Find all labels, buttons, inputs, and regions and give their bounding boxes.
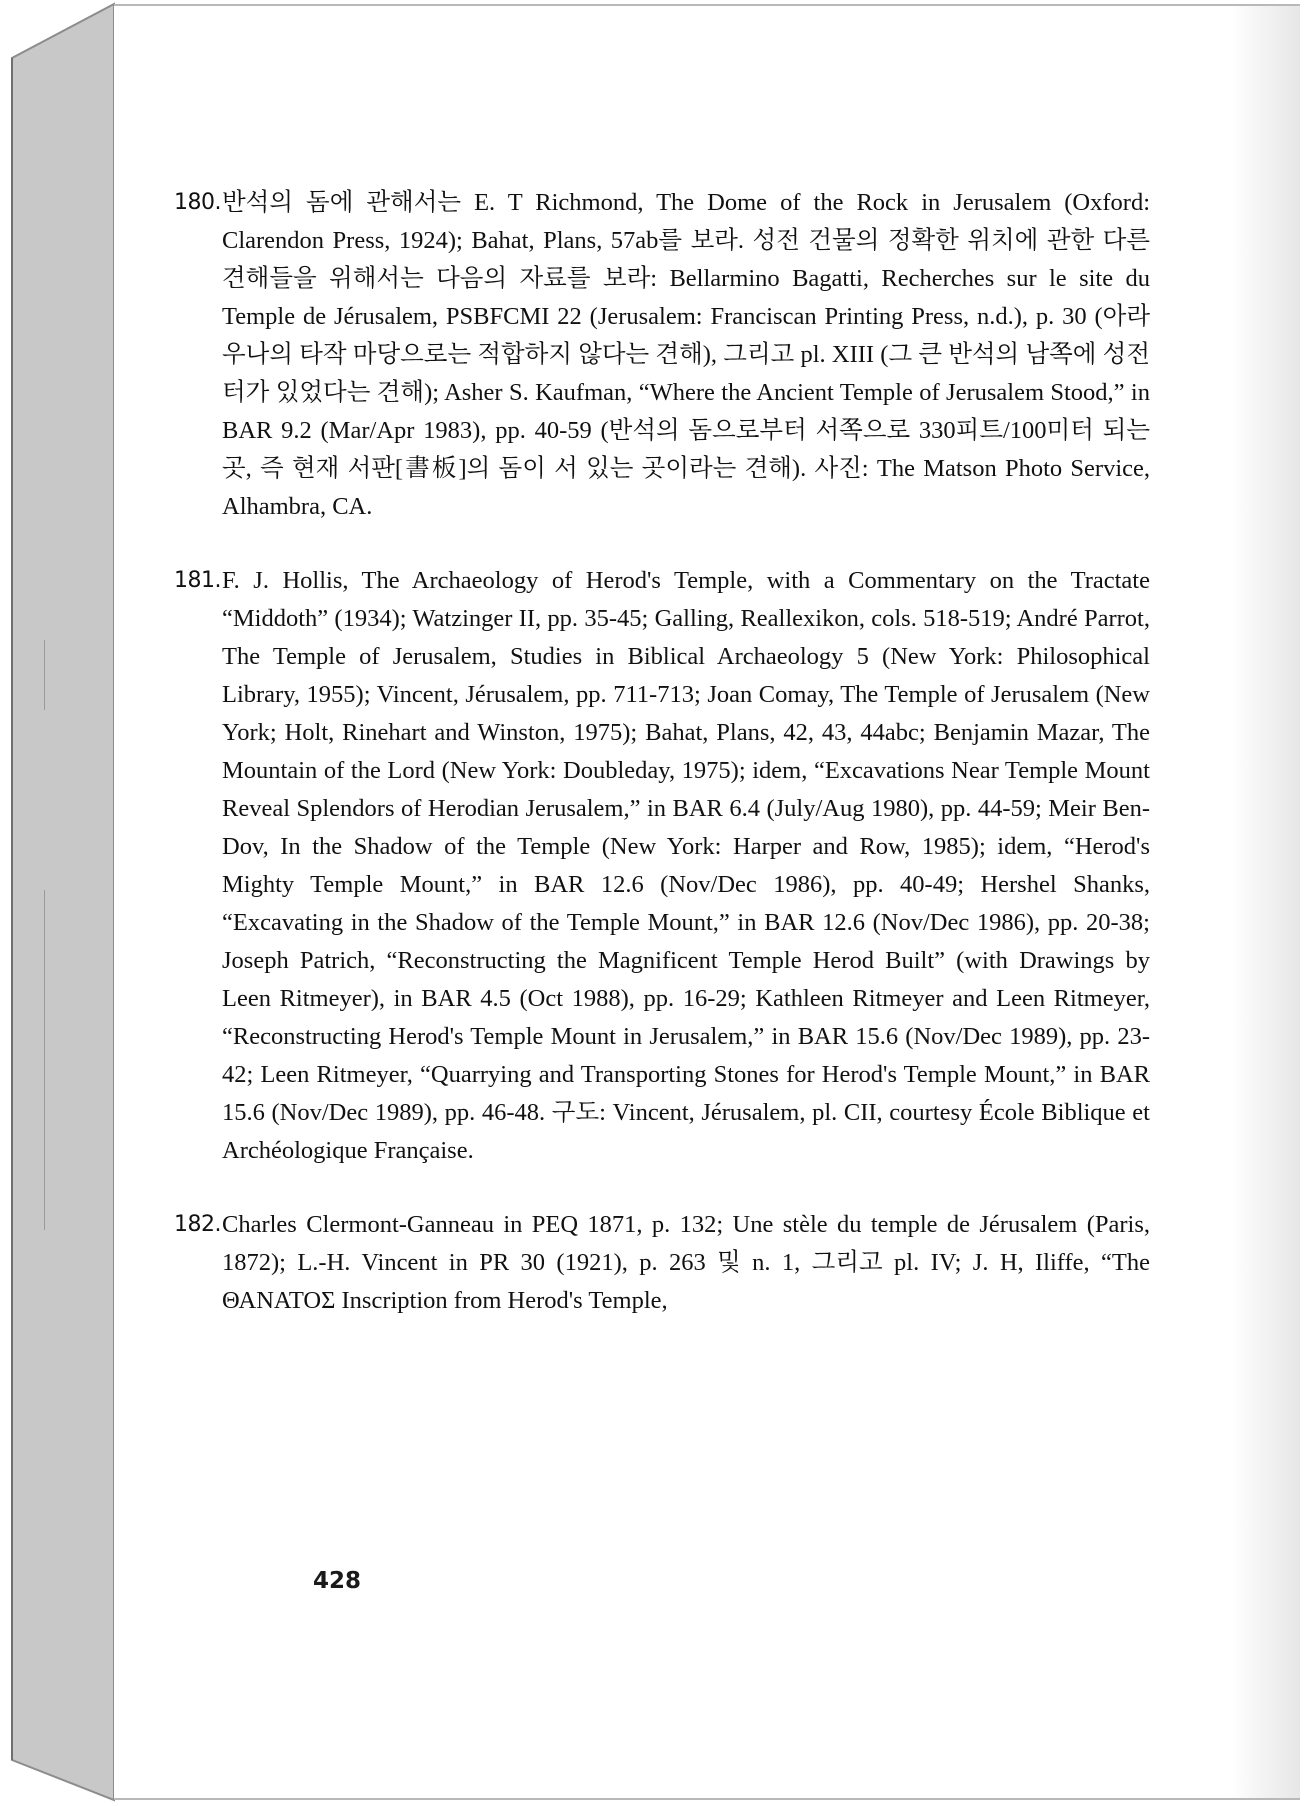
spine-fold-mark [44,640,45,710]
page-number: 428 [313,1568,362,1594]
note-text: 반석의 돔에 관해서는 E. T Richmond, The Dome of the Rock in Jerusalem (Oxford: Clarendon Press, 1924); Bahat, Plans, 57ab를 보라. 성전 건물의 정확한 위치에 관한 다른 견해들을 위해서는 다음의 자료를 보라: Bellarmino Bagatti, Recherches sur le site du Temple de Jérusalem, PSBFCMI 22 (Jerusalem: Franciscan Printing Press, n.d.), p. 30 (아라우나의 타작 마당으로는 적합하지 않다는 견해), 그리고 pl. XIII (그 큰 반석의 남쪽에 성전 터가 있었다는 견해); Asher S. Kaufman, “Where the Ancient Temple of Jerusalem Stood,” in BAR 9.2 (Mar/Apr 1983), pp. 40-59 (반석의 돔으로부터 서쪽으로 330피트/100미터 되는 곳, 즉 현재 서판[書板]의 돔이 서 있는 곳이라는 견해). 사진: The Matson Photo Service, Alhambra, CA. [222,189,1150,520]
endnote-182 [174,1206,1150,1320]
note-text: F. J. Hollis, The Archaeology of Herod's Temple, with a Commentary on the Tractate “Middoth” (1934); Watzinger II, pp. 35-45; Galling, Reallexikon, cols. 518-519; André Parrot, The Temple of Jerusalem, Studies in Biblical Archaeology 5 (New York: Philosophical Library, 1955); Vincent, Jérusalem, pp. 711-713; Joan Comay, The Temple of Jerusalem (New York; Holt, Rinehart and Winston, 1975); Bahat, Plans, 42, 43, 44abc; Benjamin Mazar, The Mountain of the Lord (New York: Doubleday, 1975); idem, “Excavations Near Temple Mount Reveal Splendors of Herodian Jerusalem,” in BAR 6.4 (July/Aug 1980), pp. 44-59; Meir Ben-Dov, In the Shadow of the Temple (New York: Harper and Row, 1985); idem, “Herod's Mighty Temple Mount,” in BAR 12.6 (Nov/Dec 1986), pp. 40-49; Hershel Shanks, “Excavating in the Shadow of the Temple Mount,” in BAR 12.6 (Nov/Dec 1986), pp. 20-38; Joseph Patrich, “Reconstructing the Magnificent Temple Herod Built” (with Drawings by Leen Ritmeyer), in BAR 4.5 (Oct 1988), pp. 16-29; Kathleen Ritmeyer and Leen Ritmeyer, “Reconstructing Herod's Temple Mount in Jerusalem,” in BAR 15.6 (Nov/Dec 1989), pp. 23-42; Leen Ritmeyer, “Quarrying and Transporting Stones for Herod's Temple Mount,” in BAR 15.6 (Nov/Dec 1989), pp. 46-48. 구도: Vincent, Jérusalem, pl. CII, courtesy École Biblique et Archéologique Française. [222,567,1150,1164]
endnote-180 [174,184,1150,526]
spine-fold-mark [44,890,45,1230]
note-number: 181. [174,568,221,593]
note-text: Charles Clermont-Ganneau in PEQ 1871, p. 132; Une stèle du temple de Jérusalem (Paris, 1872); L.-H. Vincent in PR 30 (1921), p. 263 및 n. 1, 그리고 pl. IV; J. H, Iliffe, “The ΘΑΝΑΤΟΣ Inscription from Herod's Temple, [222,1211,1150,1314]
note-number: 182. [174,1212,221,1237]
endnotes [174,184,1150,1356]
note-number: 180. [174,190,221,215]
page-edge-shadow [1230,6,1300,1798]
endnote-181 [174,562,1150,1170]
